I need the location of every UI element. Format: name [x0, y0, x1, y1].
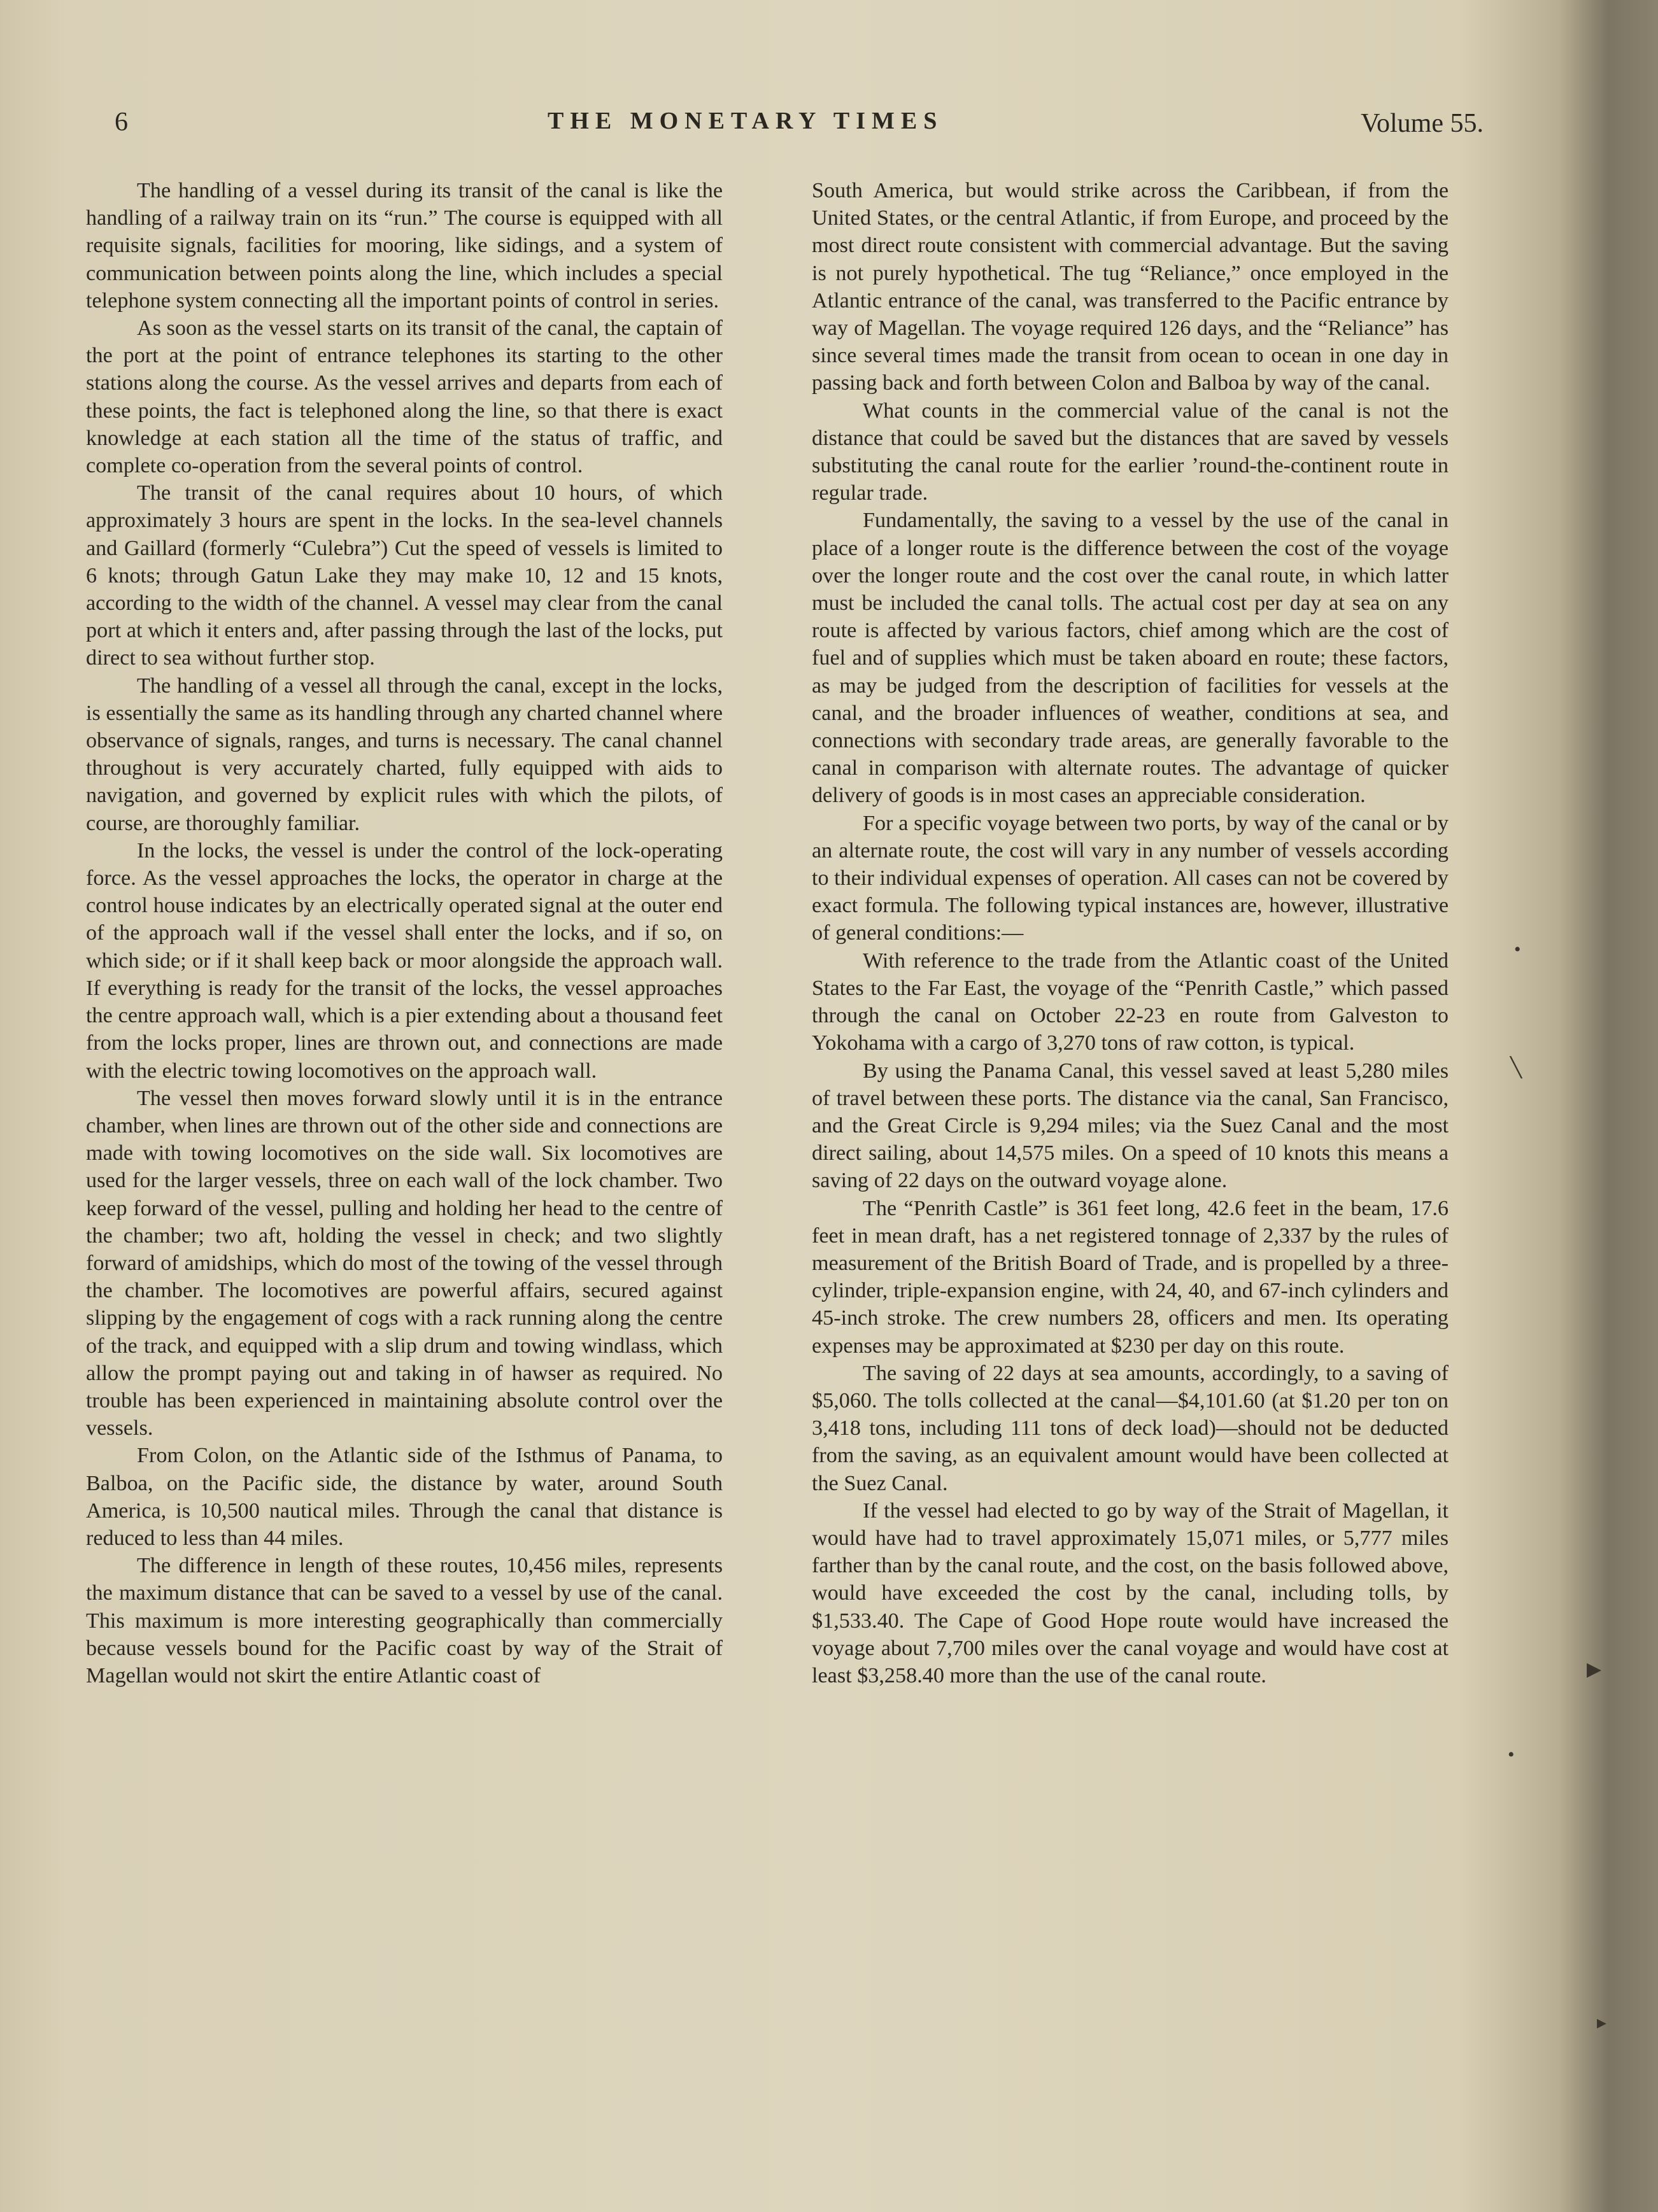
running-title: THE MONETARY TIMES	[548, 108, 944, 134]
paragraph: For a specific voyage between two ports, by way of the canal or by an alternate route, the cost will vary in any number of vessels according to their individual expenses of operation. All cases can not be covered by exact formula. The following typical instances are, however, illustrative of general conditions:—	[812, 811, 1449, 945]
paragraph: The handling of a vessel during its transit of the canal is like the handling of a railway train on its “run.” The course is equipped with all requisite signals, facilities for mooring, like sidings, and a system of communication between points along the line, which includes a special telephone system connecting all the important points of control in series.	[86, 179, 723, 313]
volume-label: Volume 55.	[1361, 109, 1484, 138]
paragraph: The difference in length of these routes, 10,456 miles, represents the maximum distance that can be saved to a vessel by use of the canal. This maximum is more interesting geographically than commercially because vessels bound for the Pacific coast by way of the Strait of Magellan would not skirt the entire Atlantic coast of	[86, 1554, 723, 1687]
margin-dot-mark: •	[1514, 939, 1521, 960]
margin-dot-mark: ▶	[1587, 1659, 1602, 1680]
paragraph: With reference to the trade from the Atlantic coast of the United States to the Far East, the voyage of the “Penrith Castle,” which passed through the canal on October 22-23 en route from Galveston to Yokohama with a cargo of 3,270 tons of raw cotton, is typical.	[812, 948, 1449, 1055]
margin-tick-mark: ╲	[1510, 1057, 1522, 1078]
paragraph: If the vessel had elected to go by way of the Strait of Magellan, it would have had to travel approximately 15,071 miles, or 5,777 miles farther than by the canal route, and the cost, on the basis followed above, would have exceeded the cost by the canal, including tolls, by $1,533.40. The Cape of Good Hope route would have increased the voyage about 7,700 miles over the canal voyage and would have cost at least $3,258.40 more than the use of the canal route.	[812, 1498, 1449, 1687]
paragraph: The transit of the canal requires about 10 hours, of which approximately 3 hours are spent in the locks. In the sea-level channels and Gaillard (formerly “Culebra”) Cut the speed of vessels is limited to 6 knots; through Gatun Lake they may make 10, 12 and 15 knots, according to the width of the channel. A vessel may clear from the canal port at which it enters and, after passing through the last of the locks, put direct to sea without further stop.	[86, 481, 723, 670]
page-header	[115, 107, 1484, 145]
right-column	[812, 177, 1449, 1689]
paragraph: From Colon, on the Atlantic side of the Isthmus of Panama, to Balboa, on the Pacific side, the distance by water, around South America, is 10,500 nautical miles. Through the canal that distance is reduced to less than 44 miles.	[86, 1444, 723, 1550]
paragraph: By using the Panama Canal, this vessel saved at least 5,280 miles of travel between these ports. The distance via the canal, San Francisco, and the Great Circle is 9,294 miles; via the Suez Canal and the most direct sailing, about 14,575 miles. On a speed of 10 knots this means a saving of 22 days on the outward voyage alone.	[812, 1059, 1449, 1193]
paragraph: The “Penrith Castle” is 361 feet long, 42.6 feet in the beam, 17.6 feet in mean draft, has a net registered tonnage of 2,337 by the rules of measurement of the British Board of Trade, and is propelled by a three-cylinder, triple-expansion engine, with 24, 40, and 67-inch cylinders and 45-inch stroke. The crew numbers 28, officers and men. Its operating expenses may be approximated at $230 per day on this route.	[812, 1196, 1449, 1358]
margin-dot-mark: •	[1508, 1744, 1515, 1765]
paragraph: The vessel then moves forward slowly until it is in the entrance chamber, when lines are thrown out of the other side and connections are made with towing locomotives on the side wall. Six locomotives are used for the larger vessels, three on each wall of the lock chamber. Two keep forward of the vessel, pulling and holding her head to the centre of the chamber; two aft, holding the vessel in check; and two slightly forward of amidships, which do most of the towing of the vessel through the chamber. The locomotives are powerful affairs, secured against slipping by the engagement of cogs with a rack running along the centre of the track, and equipped with a slip drum and towing windlass, which allow the prompt paying out and taking in of hawser as required. No trouble has been experienced in maintaining absolute control over the vessels.	[86, 1086, 723, 1441]
paragraph: The handling of a vessel all through the canal, except in the locks, is essentially the same as its handling through any charted channel where observance of signals, ranges, and turns is necessary. The canal channel throughout is very accurately charted, fully equipped with aids to navigation, and governed by explicit rules with which the pilots, of course, are thoroughly familiar.	[86, 673, 723, 835]
left-column	[86, 177, 723, 1689]
paragraph: Fundamentally, the saving to a vessel by the use of the canal in place of a longer route is the difference between the cost of the voyage over the longer route and the cost over the canal route, in which latter must be included the canal tolls. The actual cost per day at sea on any route is affected by various factors, chief among which are the cost of fuel and of supplies which must be taken aboard en route; these factors, as may be judged from the description of facilities for vessels at the canal, and the broader influences of weather, conditions at sea, and connections with secondary trade areas, are generally favorable to the canal in comparison with alternate routes. The advantage of quicker delivery of goods is in most cases an appreciable consideration.	[812, 509, 1449, 808]
paragraph: The saving of 22 days at sea amounts, accordingly, to a saving of $5,060. The tolls collected at the canal—$4,101.60 (at $1.20 per ton on 3,418 tons, including 111 tons of deck load)—should not be deducted from the saving, as an equivalent amount would have been collected at the Suez Canal.	[812, 1361, 1449, 1495]
paragraph: In the locks, the vessel is under the control of the lock-operating force. As the vessel approaches the locks, the operator in charge at the control house indicates by an electrically operated signal at the outer end of the approach wall if the vessel shall enter the locks, and if so, on which side; or if it shall keep back or moor alongside the approach wall. If everything is ready for the transit of the locks, the vessel approaches the centre approach wall, which is a pier extending about a thousand feet from the locks proper, lines are thrown out, and connections are made with the electric towing locomotives on the approach wall.	[86, 838, 723, 1083]
margin-dot-mark: ▸	[1597, 2012, 1607, 2033]
paragraph: As soon as the vessel starts on its transit of the canal, the captain of the port at the point of entrance telephones its starting to the other stations along the course. As the vessel arrives and departs from each of these points, the fact is telephoned along the line, so that there is exact knowledge at each station all the time of the status of traffic, and complete co-operation from the several points of control.	[86, 316, 723, 478]
paragraph: What counts in the commercial value of the canal is not the distance that could be saved but the distances that are saved by vessels substituting the canal route for the earlier ’round-the-continent route in regular trade.	[812, 398, 1449, 505]
page-number: 6	[115, 108, 128, 137]
paragraph-continued: South America, but would strike across the Caribbean, if from the United States, or the central Atlantic, if from Europe, and proceed by the most direct route consistent with commercial advantage. But the saving is not purely hypothetical. The tug “Reliance,” once employed in the Atlantic entrance of the canal, was transferred to the Pacific entrance by way of Magellan. The voyage required 126 days, and the “Reliance” has since several times made the transit from ocean to ocean in one day in passing back and forth between Colon and Balboa by way of the canal.	[812, 179, 1449, 395]
